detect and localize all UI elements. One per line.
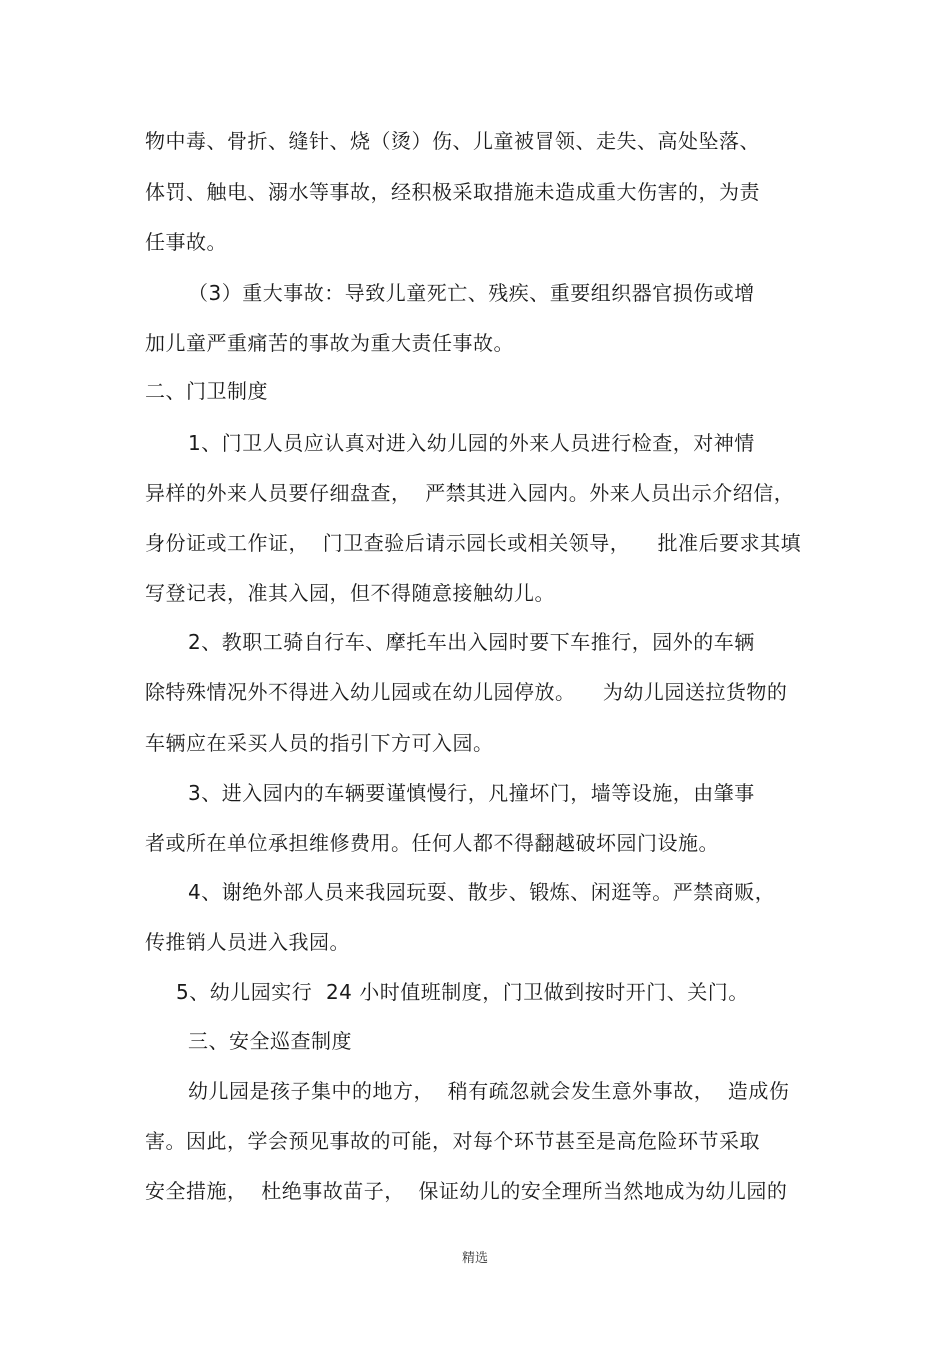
text-line: 除特殊情况外不得进入幼儿园或在幼儿园停放。 为幼儿园送拉货物的	[145, 680, 788, 704]
text-line: 者或所在单位承担维修费用。任何人都不得翻越破坏园门设施。	[145, 831, 719, 855]
text-line: 写登记表，准其入园，但不得随意接触幼儿。	[145, 581, 555, 605]
text-line: 传推销人员进入我园。	[145, 930, 350, 954]
section-heading: 三、安全巡查制度	[188, 1029, 352, 1053]
text-line: 异样的外来人员要仔细盘查， 严禁其进入园内。外来人员出示介绍信，	[145, 481, 795, 505]
text-line: 1、门卫人员应认真对进入幼儿园的外来人员进行检查，对神情	[188, 431, 755, 455]
text-line: 体罚、触电、溺水等事故，经积极采取措施未造成重大伤害的，为责	[145, 180, 760, 204]
text-line: 任事故。	[145, 230, 227, 254]
text-line: 物中毒、骨折、缝针、烧（烫）伤、儿童被冒领、走失、高处坠落、	[145, 129, 760, 153]
text-line: 安全措施， 杜绝事故苗子， 保证幼儿的安全理所当然地成为幼儿园的	[145, 1179, 788, 1203]
text-line: 幼儿园是孩子集中的地方， 稍有疏忽就会发生意外事故， 造成伤	[188, 1079, 790, 1103]
text-line: 加儿童严重痛苦的事故为重大责任事故。	[145, 331, 514, 355]
text-line: 车辆应在采买人员的指引下方可入园。	[145, 731, 494, 755]
section-heading: 二、门卫制度	[145, 379, 268, 403]
text-line: 身份证或工作证， 门卫查验后请示园长或相关领导， 批准后要求其填	[145, 531, 802, 555]
text-line: 2、教职工骑自行车、摩托车出入园时要下车推行，园外的车辆	[188, 630, 755, 654]
text-line: 3、进入园内的车辆要谨慎慢行，凡撞坏门，墙等设施，由肇事	[188, 781, 755, 805]
text-line: 4、谢绝外部人员来我园玩耍、散步、锻炼、闲逛等。严禁商贩，	[188, 880, 776, 904]
text-line: （3）重大事故：导致儿童死亡、残疾、重要组织器官损伤或增	[188, 281, 755, 305]
text-line: 5、幼儿园实行 24 小时值班制度，门卫做到按时开门、关门。	[176, 980, 749, 1004]
text-line: 害。因此，学会预见事故的可能，对每个环节甚至是高危险环节采取	[145, 1129, 760, 1153]
page-footer: 精选	[461, 1251, 488, 1266]
